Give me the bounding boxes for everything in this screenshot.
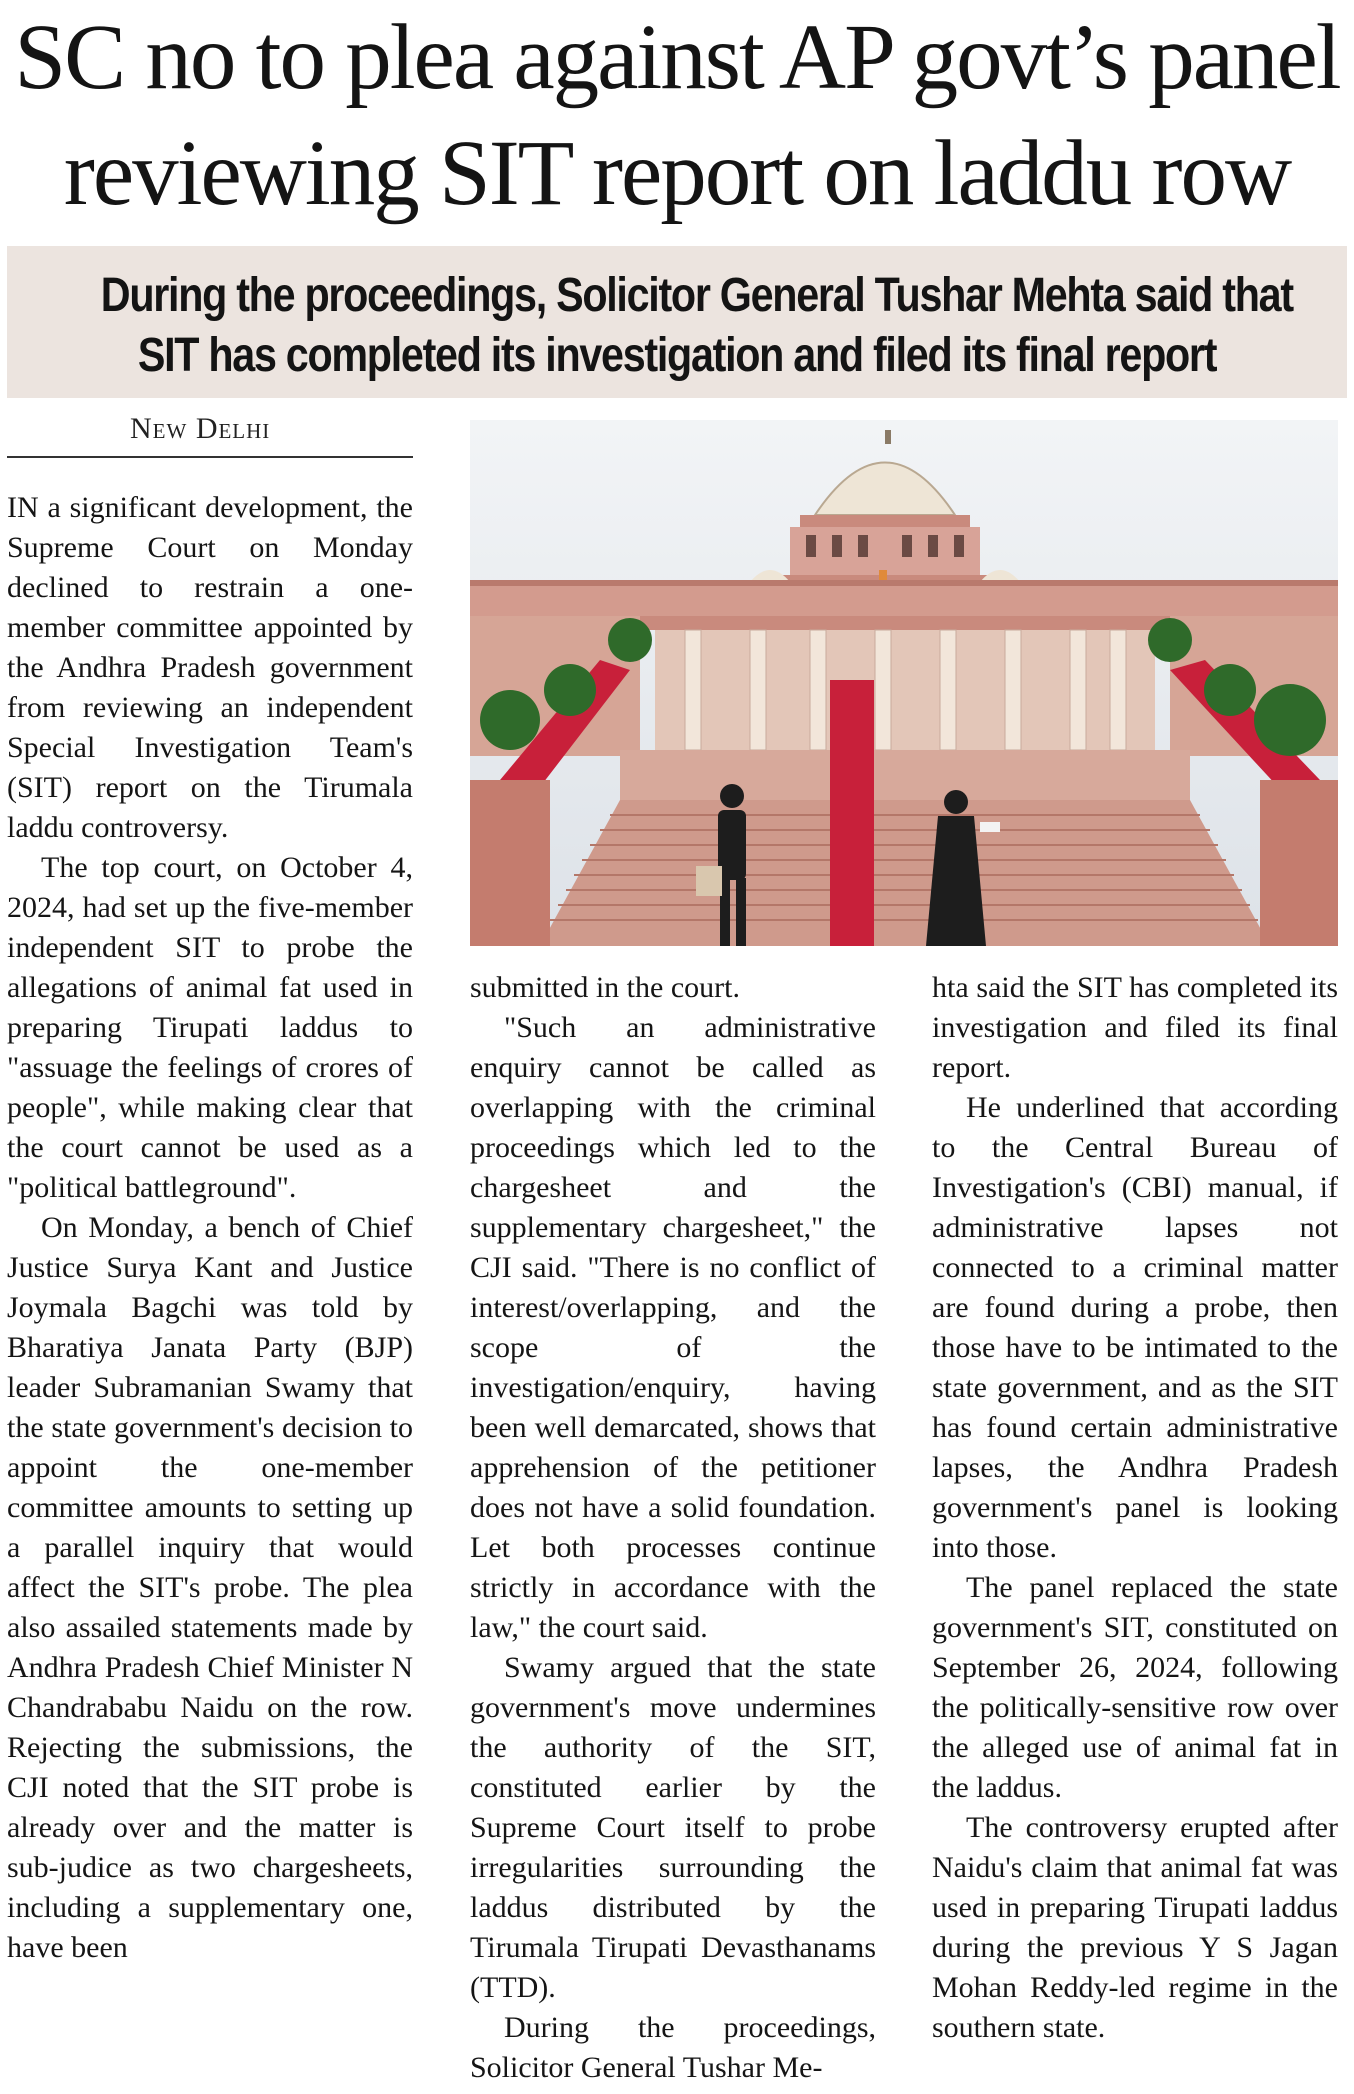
- headline-line-2: reviewing SIT report on laddu row: [63, 122, 1291, 225]
- paragraph: The top court, on October 4, 2024, had set up the five-member independent SIT to probe the allegations of animal fat used in preparing Tirupati laddus to "assuage the feelings of crores of people", while making clear that the court cannot be used as a "political battleground".: [7, 851, 413, 1204]
- paragraph: During the proceedings, Solicitor General Tushar Me-: [470, 2011, 876, 2084]
- deck-box: [7, 246, 1347, 398]
- article-column-2: [470, 968, 876, 2088]
- paragraph: Swamy argued that the state government's move undermines the authority of the SIT, constituted earlier by the Supreme Court itself to probe irregularities surrounding the laddus distributed by the Tirumala Tirupati Devasthanams (TTD).: [470, 1651, 876, 2004]
- paragraph: On Monday, a bench of Chief Justice Surya Kant and Justice Joymala Bagchi was told by Bharatiya Janata Party (BJP) leader Subramanian Swamy that the state government's decision to appoint the one-member committee amounts to setting up a parallel inquiry that would affect the SIT's probe. The plea also assailed statements made by Andhra Pradesh Chief Minister N Chandrababu Naidu on the row. Rejecting the submissions, the CJI noted that the SIT probe is already over and the matter is sub-judice as two chargesheets, including a supplementary one, have been: [7, 1211, 413, 1964]
- supreme-court-photo: [470, 420, 1338, 946]
- article-column-1: [7, 488, 413, 1968]
- deck-line-1: During the proceedings, Solicitor General Tushar Mehta said that: [100, 269, 1293, 322]
- paragraph: hta said the SIT has completed its investigation and filed its final report.: [932, 971, 1338, 1084]
- dateline: New Delhi: [130, 412, 271, 445]
- paragraph: He underlined that according to the Central Bureau of Investigation's (CBI) manual, if administrative lapses not connected to a criminal matter are found during a probe, then those have to be intimated to the state government, and as the SIT has found certain administrative lapses, the Andhra Pradesh government's panel is looking into those.: [932, 1091, 1338, 1564]
- article-column-3: [932, 968, 1338, 2048]
- paragraph: IN a significant development, the Supreme Court on Monday declined to restrain a one-member committee appointed by the Andhra Pradesh government from reviewing an independent Special Investigation Team's (SIT) report on the Tirumala laddu controversy.: [7, 491, 413, 844]
- dateline-rule: [7, 456, 413, 458]
- deck-line-2: SIT has completed its investigation and filed its final report: [137, 329, 1217, 382]
- paragraph: The controversy erupted after Naidu's claim that animal fat was used in preparing Tirupati laddus during the previous Y S Jagan Mohan Reddy-led regime in the southern state.: [932, 1811, 1338, 2044]
- headline-line-1: SC no to plea against AP govt’s panel: [14, 6, 1340, 109]
- paragraph: "Such an administrative enquiry cannot be called as overlapping with the criminal proceedings which led to the chargesheet and the supplementary chargesheet," the CJI said. "There is no conflict of interest/overlapping, and the scope of the investigation/enquiry, having been well demarcated, shows that apprehension of the petitioner does not have a solid foundation. Let both processes continue strictly in accordance with the law," the court said.: [470, 1011, 876, 1644]
- paragraph: submitted in the court.: [470, 971, 740, 1004]
- headline: [0, 0, 1354, 232]
- paragraph: The panel replaced the state government's SIT, constituted on September 26, 2024, following the politically-sensitive row over the alleged use of animal fat in the laddus.: [932, 1571, 1338, 1804]
